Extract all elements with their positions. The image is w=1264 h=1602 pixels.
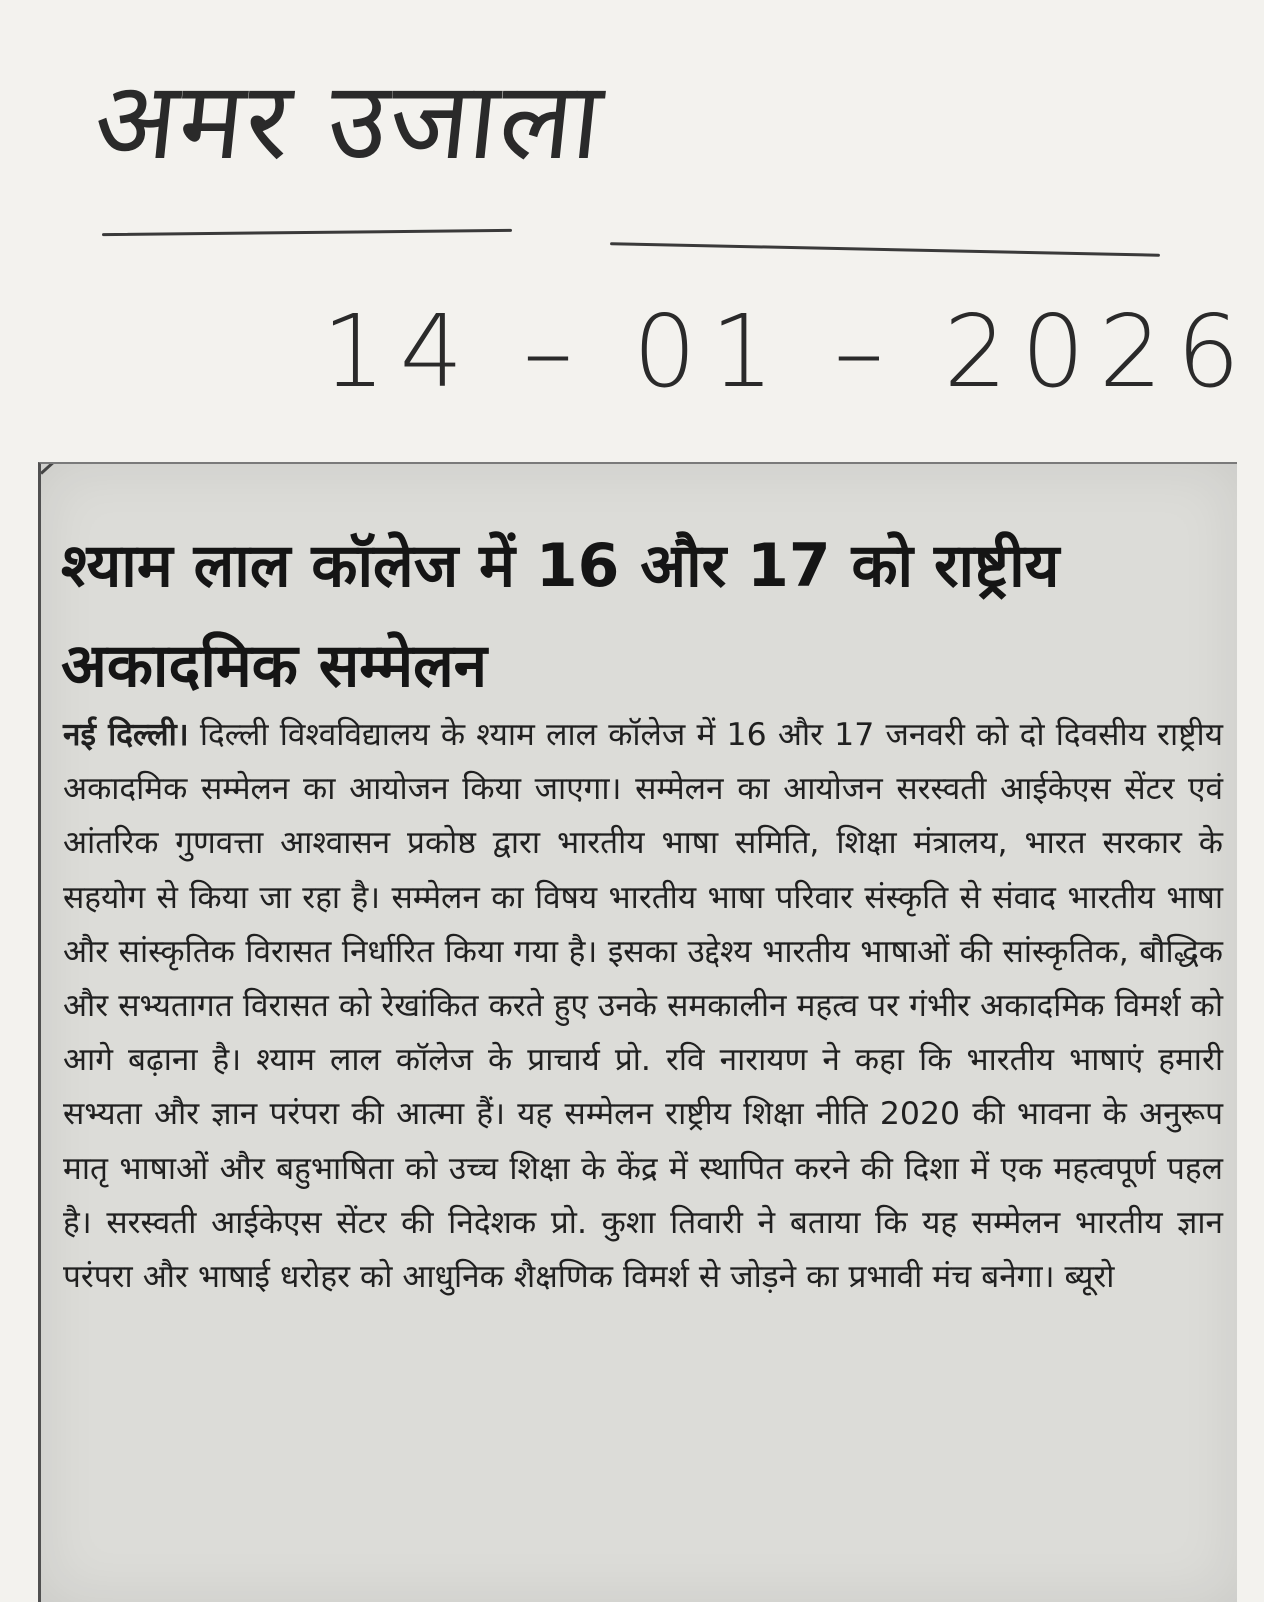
cut-mark <box>40 462 87 475</box>
newspaper-clipping <box>38 462 1237 1602</box>
article-body-paragraph <box>63 708 1223 1304</box>
handwritten-newspaper-name: अमर उजाला <box>88 59 610 184</box>
article-dateline: नई दिल्ली। <box>63 717 189 753</box>
article-headline: श्याम लाल कॉलेज में 16 और 17 को राष्ट्रीय अकादमिक सम्मेलन <box>61 531 1060 701</box>
handwritten-underline-right <box>610 242 1160 257</box>
article-body-text: दिल्ली विश्वविद्यालय के श्याम लाल कॉलेज में 16 और 17 जनवरी को दो दिवसीय राष्ट्रीय अकादमिक सम्मेलन का आयोजन किया जाएगा। सम्मेलन का आयोजन सरस्वती आईकेएस सेंटर एवं आंतरिक गुणवत्ता आश्वासन प्रकोष्ठ द्वारा भारतीय भाषा समिति, शिक्षा मंत्रालय, भारत सरकार के सहयोग से किया जा रहा है। सम्मेलन का विषय भारतीय भाषा परिवार संस्कृति से संवाद भारतीय भाषा और सांस्कृतिक विरासत निर्धारित किया गया है। इसका उद्देश्य भारतीय भाषाओं की सांस्कृतिक, बौद्धिक और सभ्यतागत विरासत को रेखांकित करते हुए उनके समकालीन महत्व पर गंभीर अकादमिक विमर्श को आगे बढ़ाना है। श्याम लाल कॉलेज के प्राचार्य प्रो. रवि नारायण ने कहा कि भारतीय भाषाएं हमारी सभ्यता और ज्ञान परंपरा की आत्मा हैं। यह सम्मेलन राष्ट्रीय शिक्षा नीति 2020 की भावना के अनुरूप मातृ भाषाओं और बहुभाषिता को उच्च शिक्षा के केंद्र में स्थापित करने की दिशा में एक महत्वपूर्ण पहल है। सरस्वती आईकेएस सेंटर की निदेशक प्रो. कुशा तिवारी ने बताया कि यह सम्मेलन भारतीय ज्ञान परंपरा और भाषाई धरोहर को आधुनिक शैक्षणिक विमर्श से जोड़ने का प्रभावी मंच बनेगा। ब्यूरो <box>63 717 1223 1296</box>
handwritten-underline-left <box>102 229 512 236</box>
handwritten-date: 14 – 01 – 2026 <box>322 293 1255 410</box>
